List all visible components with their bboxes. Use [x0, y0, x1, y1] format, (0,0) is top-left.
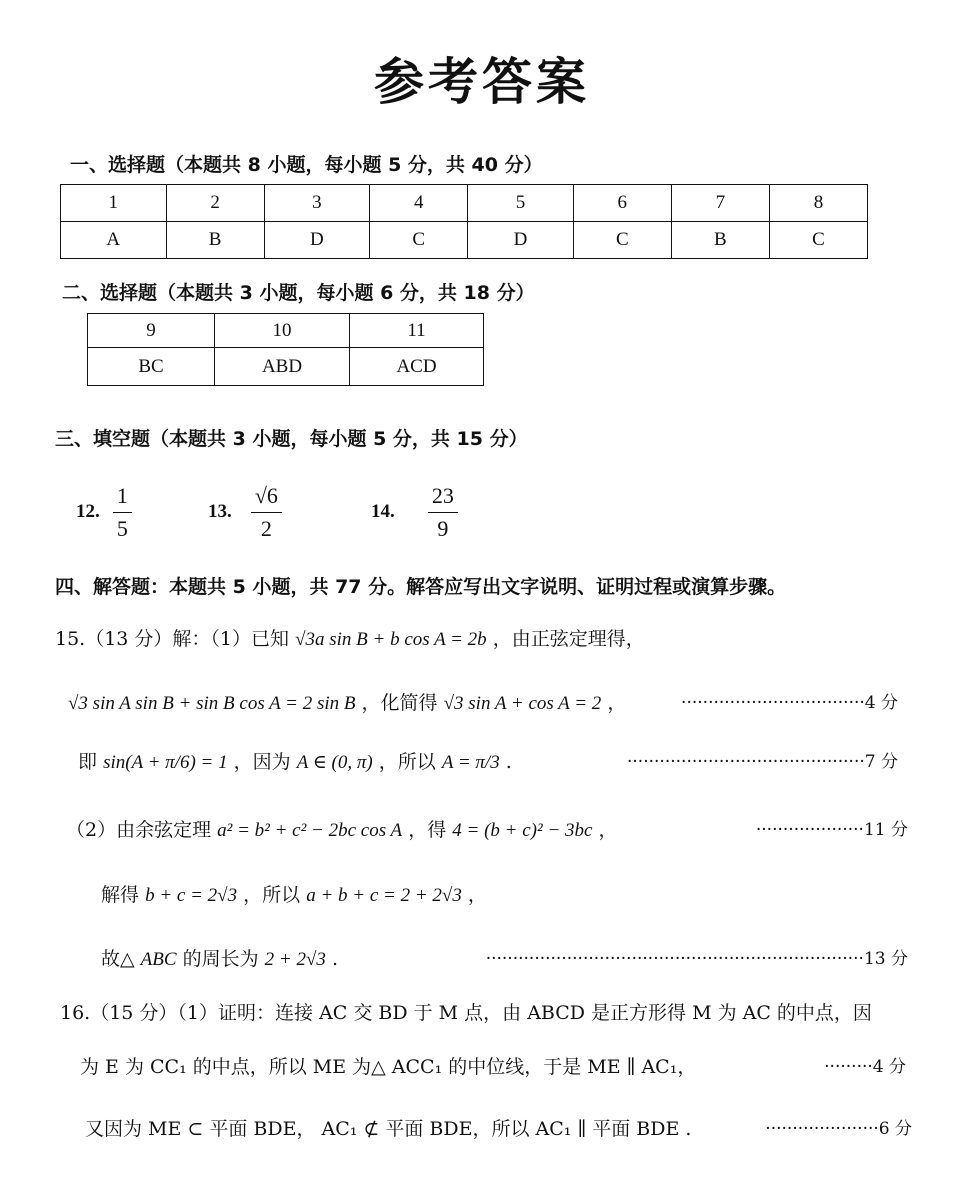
- text: 即: [78, 751, 98, 773]
- fill-label: 13.: [208, 501, 232, 522]
- table1-number: 8: [769, 185, 867, 222]
- equation: b + c = 2√3: [145, 885, 238, 906]
- text: .: [505, 751, 512, 773]
- table2-answer: ABD: [215, 348, 350, 386]
- table1-answer: A: [61, 222, 167, 259]
- fraction: [251, 483, 282, 542]
- fraction: [428, 483, 458, 542]
- equation: 2 + 2√3: [264, 949, 326, 970]
- numerator: √6: [251, 483, 282, 513]
- table1-number: 3: [264, 185, 370, 222]
- fill-label: 12.: [76, 501, 100, 522]
- equation: √3 sin A + cos A = 2: [443, 693, 602, 714]
- equation: 4 = (b + c)² − 3bc: [452, 820, 593, 841]
- equation: ABC: [140, 949, 177, 970]
- score-marker: ············································7 分: [627, 752, 898, 772]
- table1-number: 5: [468, 185, 574, 222]
- table2-number-row: [88, 314, 484, 348]
- table1-number-row: [61, 185, 868, 222]
- choice-table-1: [60, 184, 868, 259]
- denominator: 9: [437, 516, 449, 541]
- text: 解得: [101, 884, 140, 906]
- q16-line-3: 又因为 ME ⊂ 平面 BDE， AC₁ ⊄ 平面 BDE，所以 AC₁ ∥ 平面 BDE .: [85, 1118, 692, 1140]
- equation: A = π/3: [441, 752, 500, 773]
- text: ，因为: [233, 751, 291, 773]
- section-3-heading: 三、填空题（本题共 3 小题，每小题 5 分，共 15 分）: [55, 428, 528, 450]
- text: ，所以: [243, 884, 301, 906]
- denominator: 5: [116, 516, 128, 541]
- q15-line-2: [68, 694, 626, 713]
- q15-line-5: [101, 886, 487, 905]
- section-2-heading: 二、选择题（本题共 3 小题，每小题 6 分，共 18 分）: [62, 282, 535, 304]
- table1-number: 7: [671, 185, 769, 222]
- table1-answer: B: [166, 222, 264, 259]
- section-1-heading: 一、选择题（本题共 8 小题，每小题 5 分，共 40 分）: [70, 154, 543, 176]
- table2-answer-row: [88, 348, 484, 386]
- section-4-heading: 四、解答题：本题共 5 小题，共 77 分。解答应写出文字说明、证明过程或演算步骤。: [55, 576, 787, 598]
- table2-answer: BC: [88, 348, 215, 386]
- table2-number: 10: [215, 314, 350, 348]
- table1-number: 1: [61, 185, 167, 222]
- text: ，由正弦定理得，: [492, 628, 645, 650]
- table1-answer: D: [264, 222, 370, 259]
- fraction: [113, 483, 132, 542]
- q16-line-2: 为 E 为 CC₁ 的中点，所以 ME 为△ ACC₁ 的中位线，于是 ME ∥ AC₁，: [80, 1056, 697, 1078]
- q15-line-3: [78, 753, 512, 772]
- fill-label: 14.: [371, 501, 395, 522]
- q16-line-1: 16.（15 分）（1）证明：连接 AC 交 BD 于 M 点，由 ABCD 是正方形得 M 为 AC 的中点，因: [60, 1002, 872, 1024]
- choice-table-2: [87, 313, 484, 386]
- text: ，: [607, 692, 627, 714]
- text: ，得: [408, 819, 447, 841]
- table2-number: 9: [88, 314, 215, 348]
- numerator: 1: [113, 483, 132, 513]
- equation: √3a sin B + b cos A = 2b: [295, 629, 487, 650]
- denominator: 2: [260, 516, 272, 541]
- text: .: [331, 948, 339, 970]
- table1-answer: C: [769, 222, 867, 259]
- table1-number: 6: [573, 185, 671, 222]
- fill-answer-14: [371, 483, 458, 542]
- fill-answer-13: [208, 483, 282, 542]
- q15-head: 15.（13 分）解：（1）已知: [55, 628, 290, 650]
- equation: A ∈ (0, π): [296, 752, 373, 773]
- equation: a² = b² + c² − 2bc cos A: [217, 820, 403, 841]
- text: 的周长为: [182, 948, 259, 970]
- text: 故△: [101, 948, 135, 970]
- page-title: 参考答案: [374, 53, 590, 111]
- q15-line-1: [55, 630, 645, 649]
- text: ，所以: [378, 751, 436, 773]
- score-marker: ·····················6 分: [765, 1119, 912, 1139]
- table1-number: 2: [166, 185, 264, 222]
- equation: sin(A + π/6) = 1: [103, 752, 228, 773]
- table1-answer: C: [370, 222, 468, 259]
- table2-number: 11: [350, 314, 484, 348]
- numerator: 23: [428, 483, 458, 513]
- equation: a + b + c = 2 + 2√3: [306, 885, 462, 906]
- q15-line-6: [101, 950, 338, 969]
- score-marker: ······································································13 分: [485, 949, 908, 969]
- text: ，: [598, 819, 618, 841]
- table2-answer: ACD: [350, 348, 484, 386]
- table1-answer: C: [573, 222, 671, 259]
- q15-line-4: [66, 821, 618, 840]
- equation: √3 sin A sin B + sin B cos A = 2 sin B: [68, 693, 356, 714]
- text: （2）由余弦定理: [66, 819, 212, 841]
- table1-number: 4: [370, 185, 468, 222]
- score-marker: ····················11 分: [755, 820, 908, 840]
- table1-answer: D: [468, 222, 574, 259]
- text: ，: [467, 884, 487, 906]
- table1-answer-row: [61, 222, 868, 259]
- fill-answer-12: [76, 483, 132, 542]
- text: ，化简得: [361, 692, 438, 714]
- score-marker: ·········4 分: [824, 1057, 906, 1077]
- table1-answer: B: [671, 222, 769, 259]
- score-marker: ··································4 分: [681, 693, 898, 713]
